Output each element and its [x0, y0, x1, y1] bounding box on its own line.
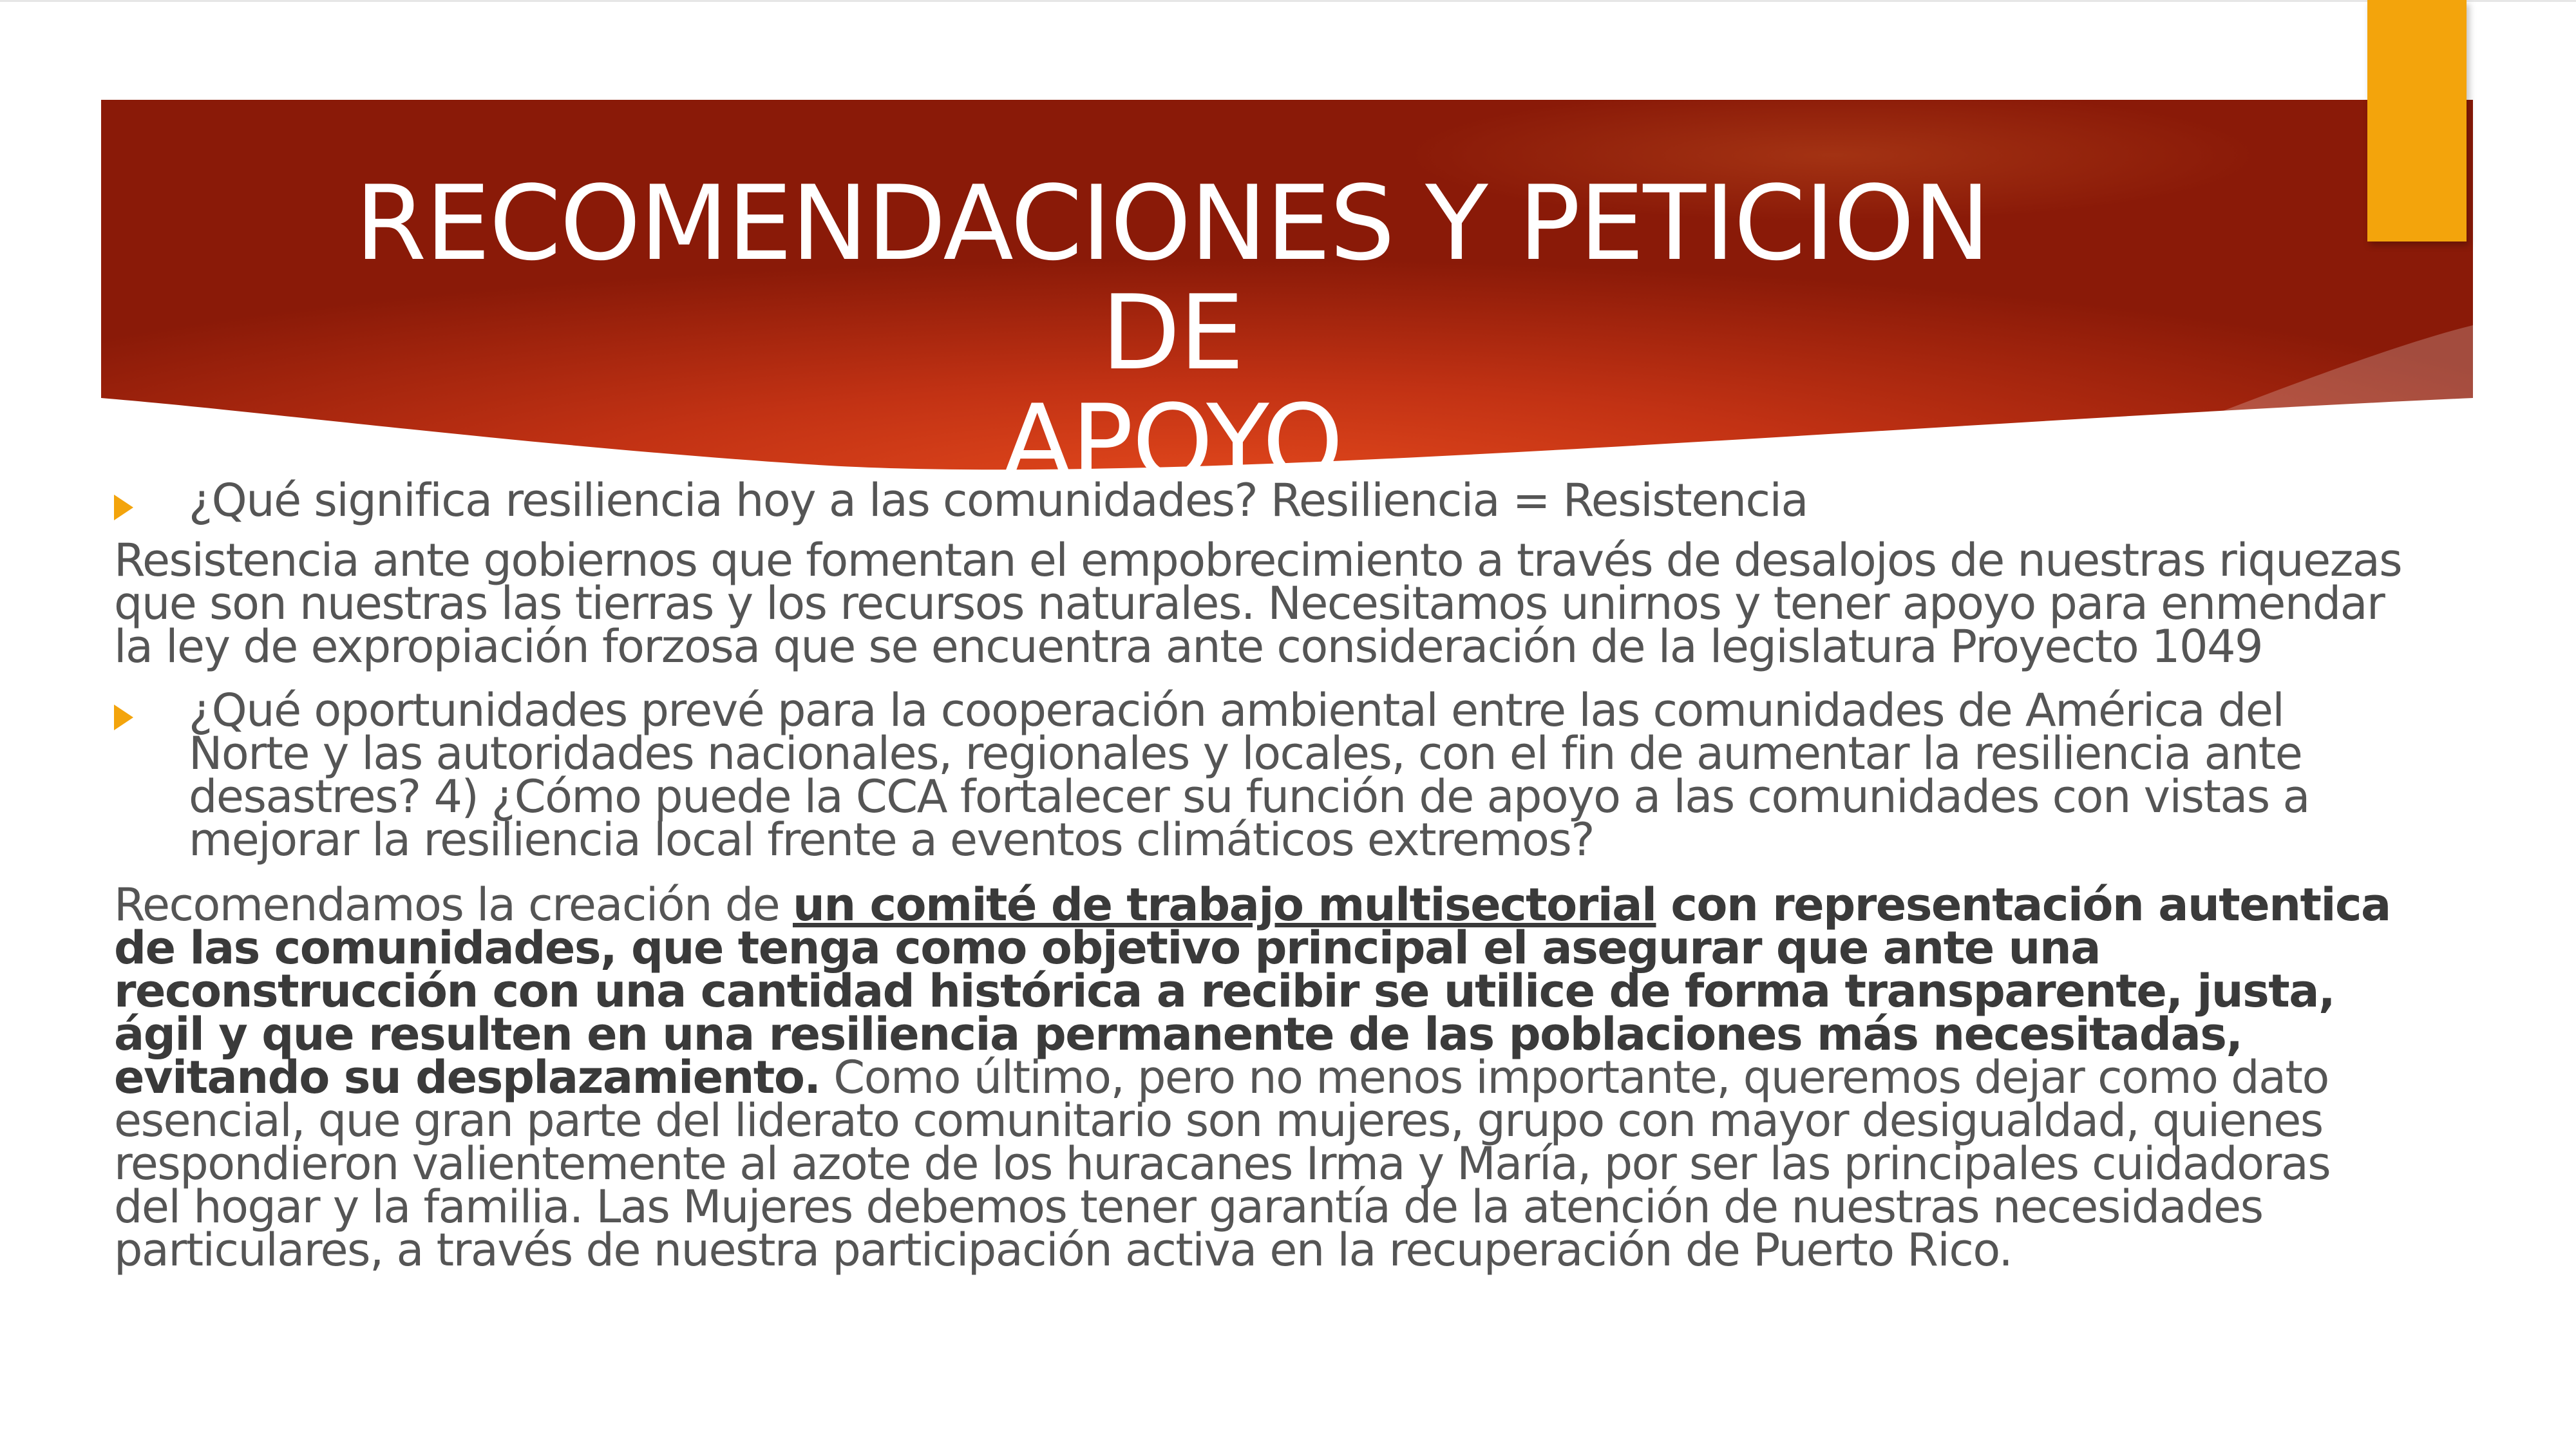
title-line-2: APOYO — [1001, 382, 1343, 502]
paragraph-2-rest: Como último, pero no menos importante, queremos dejar como dato esencial, que gran parte del liderato comunitario son mujeres, grupo con mayor desigualdad, quienes respondieron valientemente al azote de los huracanes Irma y María, por ser las principales cuidadoras del hogar y la familia. Las Mujeres debemos tener garantía de la atención de nuestras necesidades particulares, a través de nuestra participación activa en la recuperación de Puerto Rico. — [114, 1051, 2331, 1276]
title-line-1: RECOMENDACIONES Y PETICION DE — [355, 163, 1989, 393]
bullet-item-1 — [114, 474, 2407, 527]
bullet-2-text: ¿Qué oportunidades prevé para la cooperación ambiental entre las comunidades de América del Norte y las autoridades nacionales, regionales y locales, con el fin de aumentar la resiliencia ante desastres? 4) ¿Cómo puede la CCA fortalecer su función de apoyo a las comunidades con vistas a mejorar la resiliencia local frente a eventos climáticos extremos? — [189, 684, 2309, 866]
paragraph-2 — [114, 878, 2407, 1276]
bullet-item-2 — [114, 684, 2407, 866]
paragraph-2-underlined: un comité de trabajo multisectorial — [792, 878, 1656, 931]
triangle-bullet-icon — [114, 495, 133, 520]
slide-body — [114, 474, 2407, 1276]
paragraph-2-intro: Recomendamos la creación de — [114, 878, 793, 931]
bullet-1-text: ¿Qué significa resiliencia hoy a las comunidades? Resiliencia = Resistencia — [189, 474, 1808, 527]
triangle-bullet-icon — [114, 705, 133, 730]
paragraph-1: Resistencia ante gobiernos que fomentan el empobrecimiento a través de desalojos de nuestras riquezas que son nuestras las tierras y los recursos naturales. Necesitamos unirnos y tener apoyo para enmendar la ley de expropiación forzosa que se encuentra ante consideración de la legislatura Proyecto 1049 — [114, 534, 2402, 673]
accent-tab — [2367, 0, 2467, 242]
paragraph-2-bold: con representación autentica de las comunidades, que tenga como objetivo principal el asegurar que ante una reconstrucción con una cantidad histórica a recibir se utilice de forma transparente, justa, ágil y que resulten en una resiliencia permanente de las poblaciones más necesitadas, evitando su desplazamiento. — [114, 878, 2391, 1104]
